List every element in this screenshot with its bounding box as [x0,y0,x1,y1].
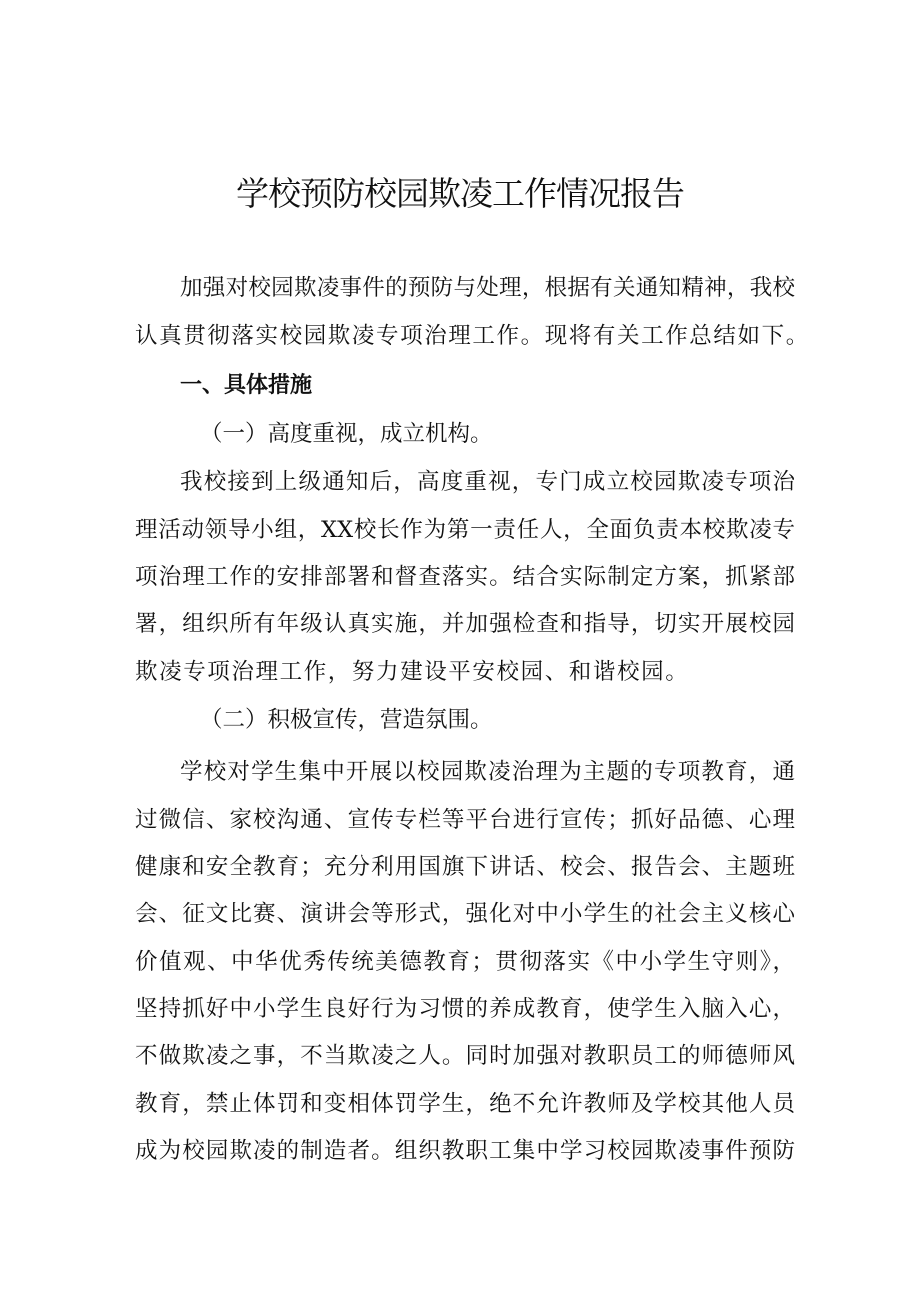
paragraph-line: 坚持抓好中小学生良好行为习惯的养成教育，使学生入脑入心， [135,996,795,1022]
paragraph-line: 欺凌专项治理工作，努力建设平安校园、和谐校园。 [135,659,690,685]
paragraph-line: 理活动领导小组，XX校长作为第一责任人，全面负责本校欺凌专 [135,517,795,543]
paragraph-line: 会、征文比赛、演讲会等形式，强化对中小学生的社会主义核心 [135,901,795,927]
page-title: 学校预防校园欺凌工作情况报告 [236,174,684,213]
paragraph-line: 健康和安全教育；充分利用国旗下讲话、校会、报告会、主题班 [135,854,795,880]
paragraph-line: 学校对学生集中开展以校园欺凌治理为主题的专项教育，通 [180,759,795,785]
section-heading: 一、具体措施 [180,373,313,398]
paragraph-line: 我校接到上级通知后，高度重视，专门成立校园欺凌专项治 [180,469,795,495]
paragraph-line: 价值观、中华优秀传统美德教育；贯彻落实《中小学生守则》， [135,949,795,975]
paragraph-line: 教育，禁止体罚和变相体罚学生，绝不允许教师及学校其他人员 [135,1091,795,1117]
paragraph-line: 署，组织所有年级认真实施，并加强检查和指导，切实开展校园 [135,611,795,637]
subsection-heading: （二）积极宣传，营造氛围。 [200,707,493,733]
subsection-heading: （一）高度重视，成立机构。 [200,421,493,447]
paragraph-line: 过微信、家校沟通、宣传专栏等平台进行宣传；抓好品德、心理 [135,807,795,833]
paragraph-line: 成为校园欺凌的制造者。组织教职工集中学习校园欺凌事件预防 [135,1138,795,1164]
paragraph-line: 不做欺凌之事，不当欺凌之人。同时加强对教职员工的师德师风 [135,1043,795,1069]
intro-line: 认真贯彻落实校园欺凌专项治理工作。现将有关工作总结如下。 [135,323,810,349]
intro-line: 加强对校园欺凌事件的预防与处理，根据有关通知精神，我校 [180,275,795,301]
paragraph-line: 项治理工作的安排部署和督查落实。结合实际制定方案，抓紧部 [135,564,795,590]
